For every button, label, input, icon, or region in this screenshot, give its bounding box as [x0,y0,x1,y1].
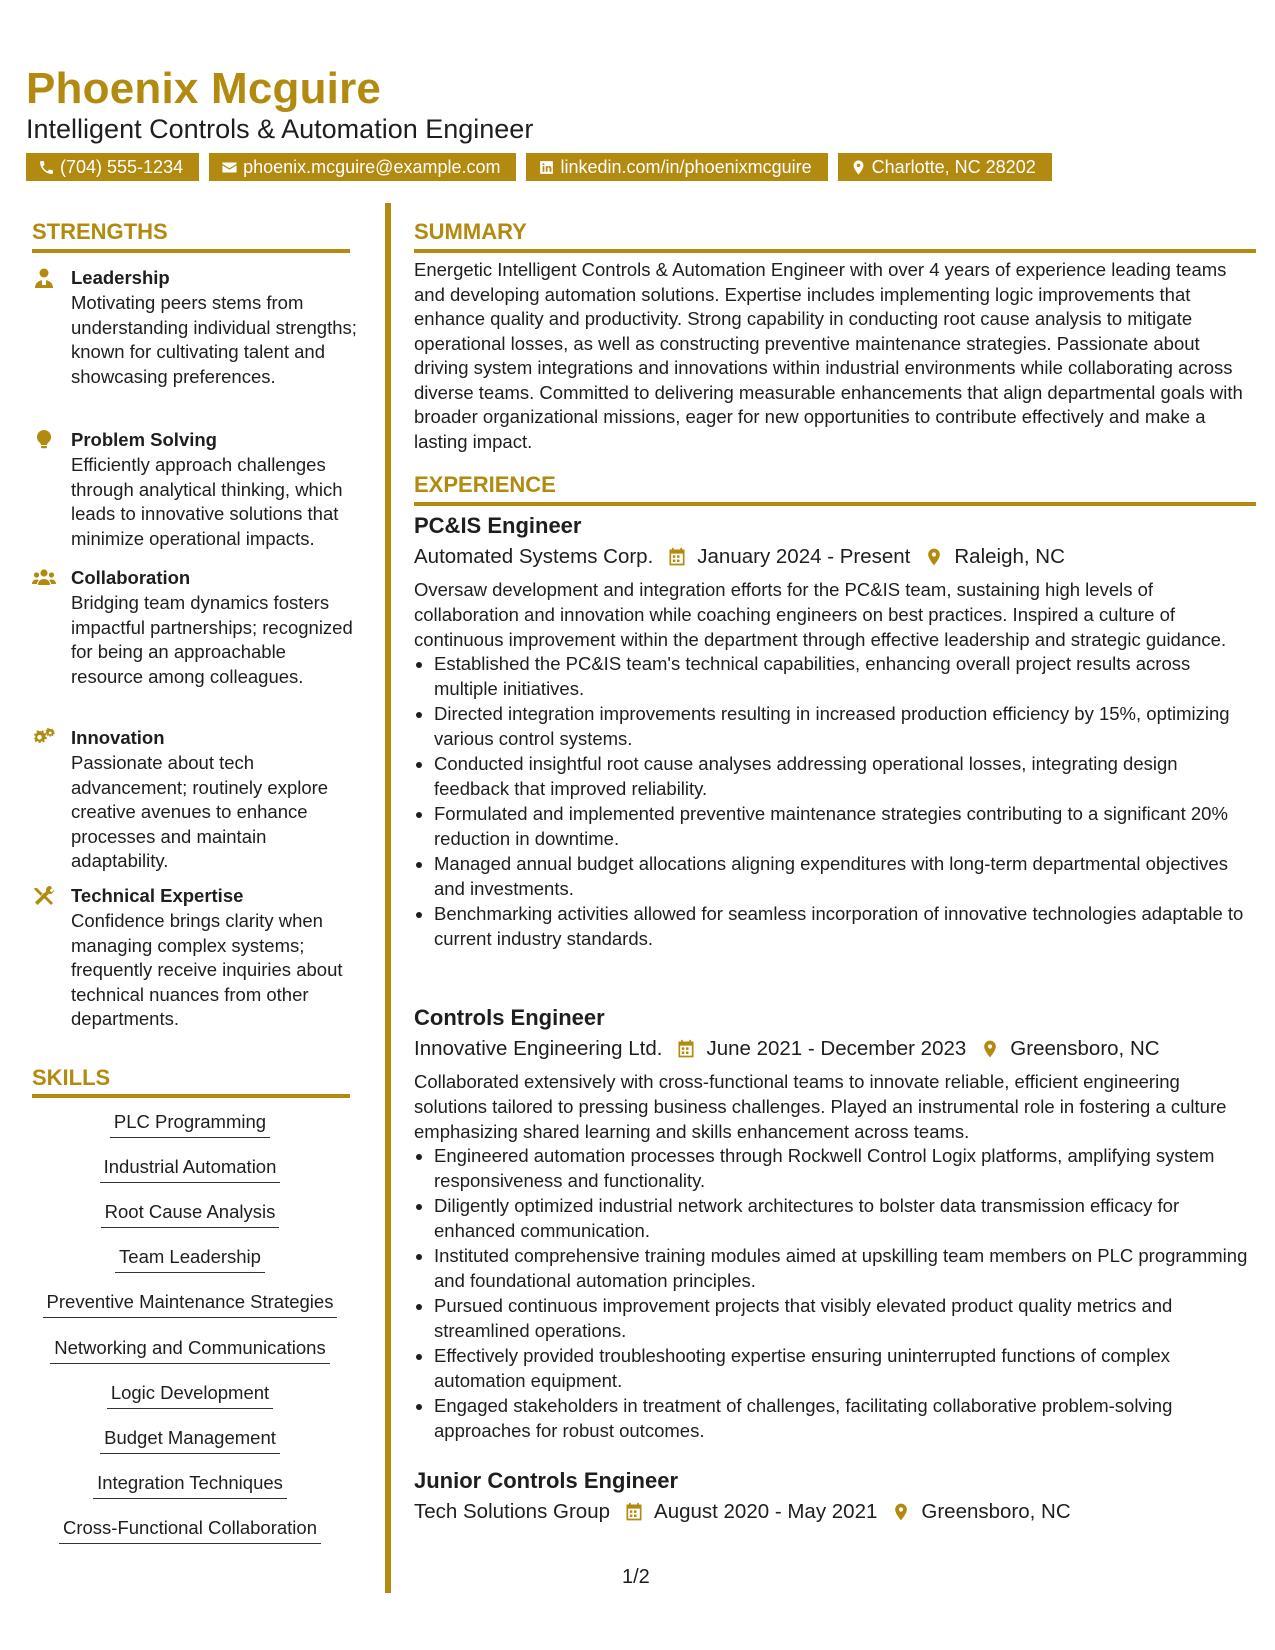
job-bullet: Benchmarking activities allowed for seamless incorporation of innovative technologies adaptable to current industry standards. [414,902,1256,951]
skill-label: PLC Programming [110,1110,270,1138]
map-pin-icon [850,159,867,176]
job-bullet: Directed integration improvements resulting in increased production efficiency by 15%, optimizing various control systems. [414,702,1256,751]
skill-item [32,1336,348,1364]
skill-item [32,1110,348,1138]
summary-heading: SUMMARY [414,219,527,244]
job-bullets [414,1144,1256,1443]
skill-item [32,1426,348,1454]
experience-rule [414,502,1256,506]
contact-linkedin-text: linkedin.com/in/phoenixmcguire [560,157,812,177]
job-bullet: Conducted insightful root cause analyses addressing operational losses, integrating design feedback that improved reliability. [414,752,1256,801]
strength-desc: Bridging team dynamics fosters impactful partnerships; recognized for being an approachable resource among colleagues. [71,592,353,687]
job-location: Greensboro, NC [1010,1037,1160,1060]
envelope-icon [221,159,238,176]
map-pin-icon [891,1502,911,1522]
job-company: Automated Systems Corp. [414,545,654,568]
strengths-rule [32,249,350,253]
strength-title: Problem Solving [71,429,217,450]
contact-phone[interactable] [26,153,199,181]
skill-label: Logic Development [107,1381,273,1409]
map-pin-icon [924,547,944,567]
job-bullet: Managed annual budget allocations aligning expenditures with long-term departmental objectives and investments. [414,852,1256,901]
job-location: Raleigh, NC [954,545,1065,568]
calendar-icon [676,1039,696,1059]
job-company: Innovative Engineering Ltd. [414,1037,663,1060]
strength-title: Leadership [71,267,170,288]
job-bullet: Engaged stakeholders in treatment of challenges, facilitating collaborative problem-solving approaches for robust outcomes. [414,1394,1256,1443]
contact-email-text: phoenix.mcguire@example.com [243,157,501,177]
job-title: PC&IS Engineer [414,513,582,538]
calendar-icon [624,1502,644,1522]
strength-item [32,266,362,389]
phone-icon [38,159,55,176]
job-bullets [414,652,1256,951]
job-company: Tech Solutions Group [414,1500,611,1523]
job-bullet: Pursued continuous improvement projects that visibly elevated product quality metrics and streamlined operations. [414,1294,1256,1343]
strength-desc: Efficiently approach challenges through analytical thinking, which leads to innovative solutions that minimize operational impacts. [71,454,343,549]
user-tie-icon [32,268,56,288]
strength-desc: Passionate about tech advancement; routinely explore creative avenues to enhance processes and maintain adaptability. [71,752,329,871]
skill-label: Integration Techniques [93,1471,287,1499]
job-meta [414,543,1256,571]
skill-item [32,1155,348,1183]
skill-label: Industrial Automation [100,1155,281,1183]
job-entry [414,512,1256,952]
job-entry [414,1004,1256,1444]
strength-item [32,428,362,551]
contact-bar [26,153,1052,181]
strength-desc: Motivating peers stems from understanding individual strengths; known for cultivating talent and showcasing preferences. [71,292,357,387]
job-dates: January 2024 - Present [697,545,911,568]
job-meta [414,1035,1256,1063]
column-divider [385,203,391,1593]
job-meta [414,1498,1256,1526]
skill-item [32,1516,348,1544]
skill-item [32,1290,348,1318]
calendar-icon [667,547,687,567]
strength-title: Collaboration [71,567,191,588]
job-bullet: Diligently optimized industrial network architectures to bolster data transmission efficacy for enhanced communication. [414,1194,1256,1243]
skills-heading: SKILLS [32,1065,111,1090]
job-dates: August 2020 - May 2021 [654,1500,878,1523]
gears-icon [32,728,56,748]
summary-text: Energetic Intelligent Controls & Automation Engineer with over 4 years of experience leading teams and developing automation solutions. Expertise includes implementing logic improvements that enhance quality and productivity. Strong capability in conducting root cause analysis to mitigate operational losses, as well as constructing preventive maintenance strategies. Passionate about driving system integrations and innovations within industrial environments while collaborating across diverse teams. Committed to delivering measurable enhancements that align departmental goals with broader organizational missions, eager for new opportunities to contribute effectively and make a lasting impact. [414,259,1243,452]
candidate-name: Phoenix Mcguire [26,64,382,113]
page-number: 1/2 [622,1566,650,1588]
skill-item [32,1471,348,1499]
contact-linkedin[interactable] [526,153,827,181]
skill-label: Root Cause Analysis [101,1200,280,1228]
job-dates: June 2021 - December 2023 [706,1037,967,1060]
experience-heading: EXPERIENCE [414,472,556,497]
users-icon [32,568,56,588]
job-title: Controls Engineer [414,1005,605,1030]
candidate-title: Intelligent Controls & Automation Engineer [26,114,534,144]
skill-label: Team Leadership [115,1245,265,1273]
job-bullet: Established the PC&IS team's technical capabilities, enhancing overall project results across multiple initiatives. [414,652,1256,701]
strength-title: Technical Expertise [71,885,244,906]
tools-icon [32,886,56,906]
contact-phone-text: (704) 555-1234 [60,157,184,177]
strength-item [32,566,362,689]
contact-location[interactable] [838,153,1052,181]
strength-item [32,726,362,874]
job-bullet: Instituted comprehensive training modules aimed at upskilling team members on PLC programming and foundational automation principles. [414,1244,1256,1293]
job-description: Oversaw development and integration efforts for the PC&IS team, sustaining high levels of collaboration and innovation while coaching engineers on best practices. Inspired a culture of continuous improvement within the department through effective leadership and strategic guidance. [414,579,1227,650]
job-bullet: Effectively provided troubleshooting expertise ensuring uninterrupted functions of complex automation equipment. [414,1344,1256,1393]
strength-desc: Confidence brings clarity when managing complex systems; frequently receive inquiries about technical nuances from other departments. [71,910,343,1029]
job-description: Collaborated extensively with cross-functional teams to innovate reliable, efficient engineering solutions tailored to pressing business challenges. Played an instrumental role in fostering a culture emphasizing shared learning and skills enhancement across teams. [414,1071,1227,1142]
contact-email[interactable] [209,153,516,181]
strengths-heading: STRENGTHS [32,219,168,244]
contact-location-text: Charlotte, NC 28202 [871,157,1036,177]
skill-label: Cross-Functional Collaboration [59,1516,321,1544]
map-pin-icon [980,1039,1000,1059]
skill-label: Budget Management [100,1426,280,1454]
linkedin-icon [538,159,555,176]
job-title: Junior Controls Engineer [414,1468,679,1493]
skill-item [32,1200,348,1228]
skills-rule [32,1094,350,1098]
skill-label: Networking and Communications [50,1336,329,1364]
lightbulb-icon [32,430,56,450]
skill-label: Preventive Maintenance Strategies [43,1290,338,1318]
skill-item [32,1245,348,1273]
job-location: Greensboro, NC [921,1500,1071,1523]
strength-title: Innovation [71,727,165,748]
job-bullet: Engineered automation processes through Rockwell Control Logix platforms, amplifying system responsiveness and functionality. [414,1144,1256,1193]
summary-rule [414,249,1256,253]
skill-item [32,1381,348,1409]
strength-item [32,884,362,1032]
job-entry [414,1467,1256,1526]
job-bullet: Formulated and implemented preventive maintenance strategies contributing to a significant 20% reduction in downtime. [414,802,1256,851]
